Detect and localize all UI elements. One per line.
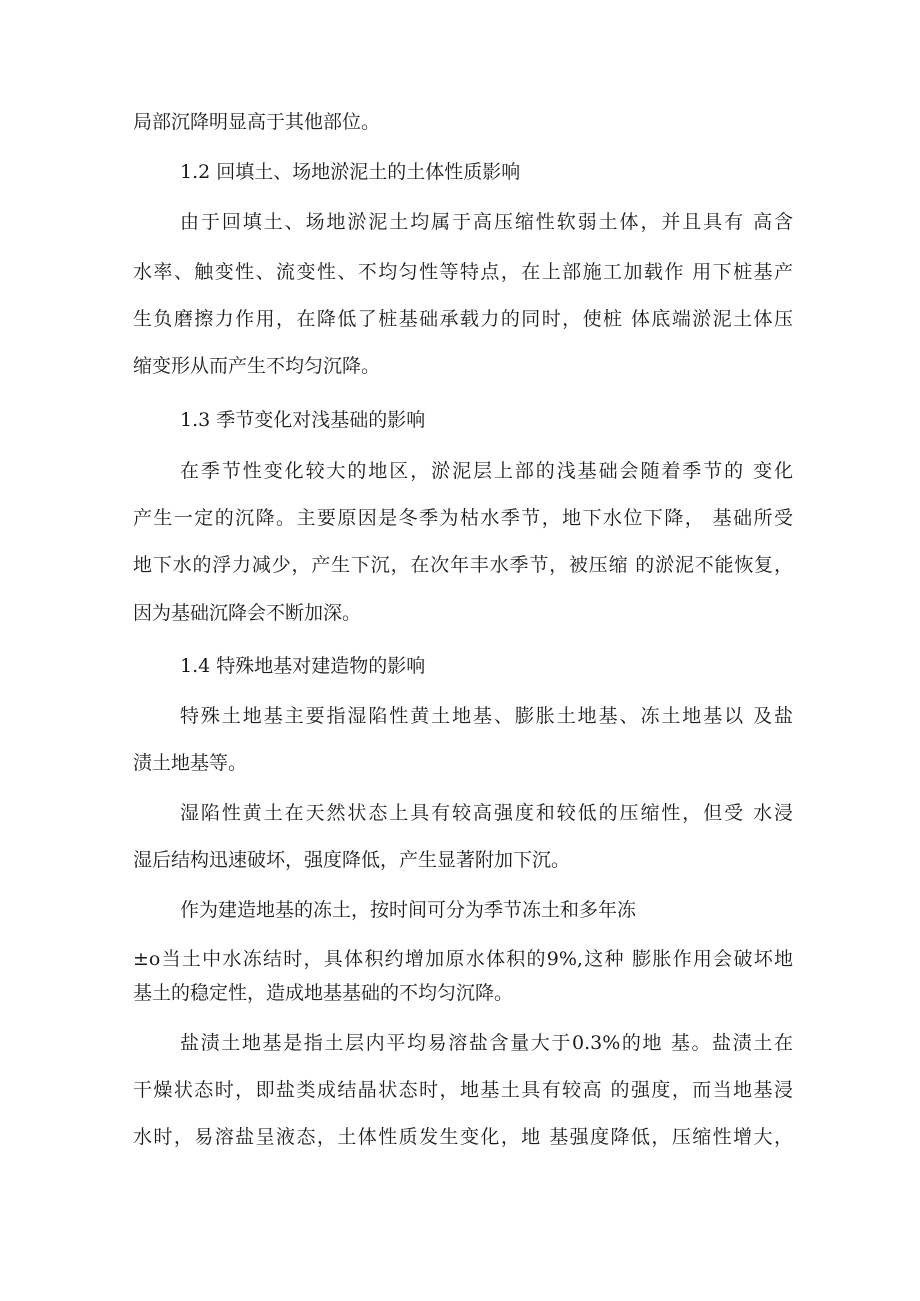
paragraph-line: 由于回填土、场地淤泥土均属于高压缩性软弱土体，并且具有 高含 bbox=[180, 211, 793, 233]
paragraph-line: 基土的稳定性，造成地基基础的不均匀沉降。 bbox=[133, 982, 514, 1004]
paragraph-line: 因为基础沉降会不断加深。 bbox=[133, 602, 362, 624]
paragraph-continuation: 局部沉降明显高于其他部位。 bbox=[133, 111, 381, 133]
paragraph-line: 作为建造地基的冻土，按时间可分为季节冻土和多年冻 bbox=[180, 899, 637, 921]
paragraph-line: 缩变形从而产生不均匀沉降。 bbox=[133, 355, 381, 377]
section-heading-1-3: 1.3 季节变化对浅基础的影响 bbox=[180, 409, 426, 431]
paragraph-line: 产生一定的沉降。主要原因是冬季为枯水季节，地下水位下降， 基础所受 bbox=[133, 507, 793, 529]
paragraph-line: 湿后结构迅速破坏，强度降低，产生显著附加下沉。 bbox=[133, 849, 571, 871]
paragraph-line: 湿陷性黄土在天然状态上具有较高强度和较低的压缩性，但受 水浸 bbox=[180, 802, 793, 824]
paragraph-line: 干燥状态时，即盐类成结晶状态时，地基土具有较高 的强度，而当地基浸 bbox=[133, 1079, 793, 1101]
paragraph-line: 地下水的浮力减少，产生下沉，在次年丰水季节，被压缩 的淤泥不能恢复， bbox=[133, 554, 793, 576]
paragraph-line: 水率、触变性、流变性、不均匀性等特点，在上部施工加载作 用下桩基产 bbox=[133, 261, 793, 283]
paragraph-line: 渍土地基等。 bbox=[133, 752, 248, 774]
paragraph-line: 盐渍土地基是指土层内平均易溶盐含量大于0.3%的地 基。盐渍土在 bbox=[180, 1032, 793, 1054]
paragraph-line: ±o当土中水冻结时，具体积约增加原水体积的9%,这种 膨胀作用会破坏地 bbox=[133, 948, 793, 970]
section-heading-1-2: 1.2 回填土、场地淤泥土的土体性质影响 bbox=[180, 161, 521, 183]
section-heading-1-4: 1.4 特殊地基对建造物的影响 bbox=[180, 655, 426, 677]
paragraph-line: 水时，易溶盐呈液态，土体性质发生变化，地 基强度降低，压缩性增大， bbox=[133, 1126, 793, 1148]
paragraph-line: 在季节性变化较大的地区，淤泥层上部的浅基础会随着季节的 变化 bbox=[180, 460, 793, 482]
paragraph-line: 生负磨擦力作用，在降低了桩基础承载力的同时，使桩 体底端淤泥土体压 bbox=[133, 308, 793, 330]
paragraph-line: 特殊土地基主要指湿陷性黄土地基、膨胀土地基、冻土地基以 及盐 bbox=[180, 705, 793, 727]
